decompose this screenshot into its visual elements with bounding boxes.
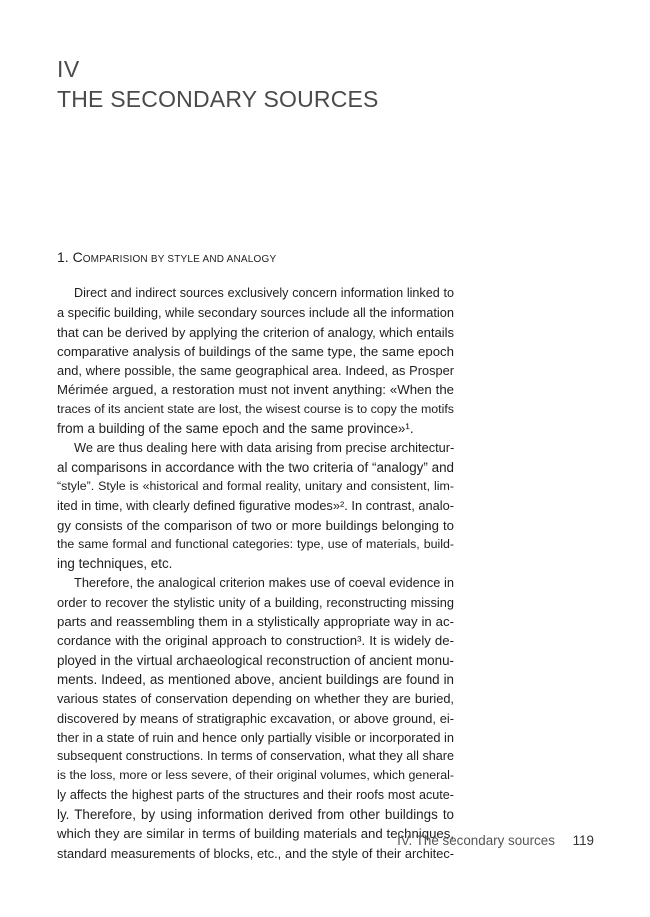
page-number: 119 [572, 833, 594, 848]
body-line: discovered by means of stratigraphic excavation, or above ground, ei- [57, 710, 454, 726]
body-line: We are thus dealing here with data arising from precise architectur- [74, 440, 455, 456]
body-line: ther in a state of ruin and hence only partially visible or incorporated in [57, 729, 454, 745]
body-line: is the loss, more or less severe, of their original volumes, which general- [57, 768, 454, 783]
body-line: ly affects the highest parts of the structures and their roofs most acute- [57, 787, 454, 802]
section-number: 1. [57, 249, 69, 265]
body-line: parts and reassembling them in a stylistically appropriate way in ac- [57, 614, 454, 630]
body-line: various states of conservation depending on whether they are buried, [57, 691, 454, 707]
body-line: Direct and indirect sources exclusively concern information linked to [74, 286, 454, 300]
body-line: standard measurements of blocks, etc., and the style of their architec- [57, 845, 454, 861]
chapter-title: THE SECONDARY SOURCES [57, 86, 379, 112]
body-line: comparative analysis of buildings of the same type, the same epoch [57, 343, 454, 359]
page-footer [397, 833, 594, 848]
body-line: subsequent constructions. In terms of conservation, what they all share [57, 749, 454, 764]
body-line: al comparisons in accordance with the two criteria of “analogy” and [57, 459, 454, 475]
body-line: Therefore, the analogical criterion makes use of coeval evidence in [74, 575, 454, 591]
body-line: traces of its ancient state are lost, the wisest course is to copy the motifs [57, 401, 454, 416]
section-heading [57, 249, 276, 265]
running-title: IV. The secondary sources [397, 833, 555, 848]
body-line: ployed in the virtual archaeological reconstruction of ancient monu- [57, 652, 454, 668]
body-line: cordance with the original approach to construction³. It is widely de- [57, 633, 454, 649]
body-line: which they are similar in terms of building materials and techniques, [57, 826, 454, 842]
section-title [73, 249, 277, 265]
body-line: ited in time, with clearly defined figurative modes»². In contrast, analo- [57, 498, 454, 514]
body-line: gy consists of the comparison of two or more buildings belonging to [57, 517, 454, 533]
body-line: ments. Indeed, as mentioned above, ancient buildings are found in [57, 671, 454, 687]
body-line: Mérimée argued, a restoration must not invent anything: «When the [57, 382, 454, 398]
chapter-number: IV [57, 56, 80, 82]
body-line: that can be derived by applying the criterion of analogy, which entails [57, 324, 454, 340]
body-line: and, where possible, the same geographical area. Indeed, as Prosper [57, 363, 454, 379]
body-line: a specific building, while secondary sources include all the information [57, 305, 454, 321]
body-line: from a building of the same epoch and the same province»¹. [57, 421, 414, 437]
body-line: ing techniques, etc. [57, 556, 173, 572]
body-line: order to recover the stylistic unity of a building, reconstructing missing [57, 594, 454, 610]
body-line: ly. Therefore, by using information derived from other buildings to [57, 807, 454, 823]
body-text [57, 284, 454, 863]
section-title-initial: C [72, 249, 83, 265]
body-line: the same formal and functional categories: type, use of materials, build- [57, 536, 454, 551]
body-line: “style”. Style is «historical and formal reality, unitary and consistent, lim- [57, 478, 454, 493]
section-title-rest: OMPARISION BY STYLE AND ANALOGY [82, 254, 277, 265]
